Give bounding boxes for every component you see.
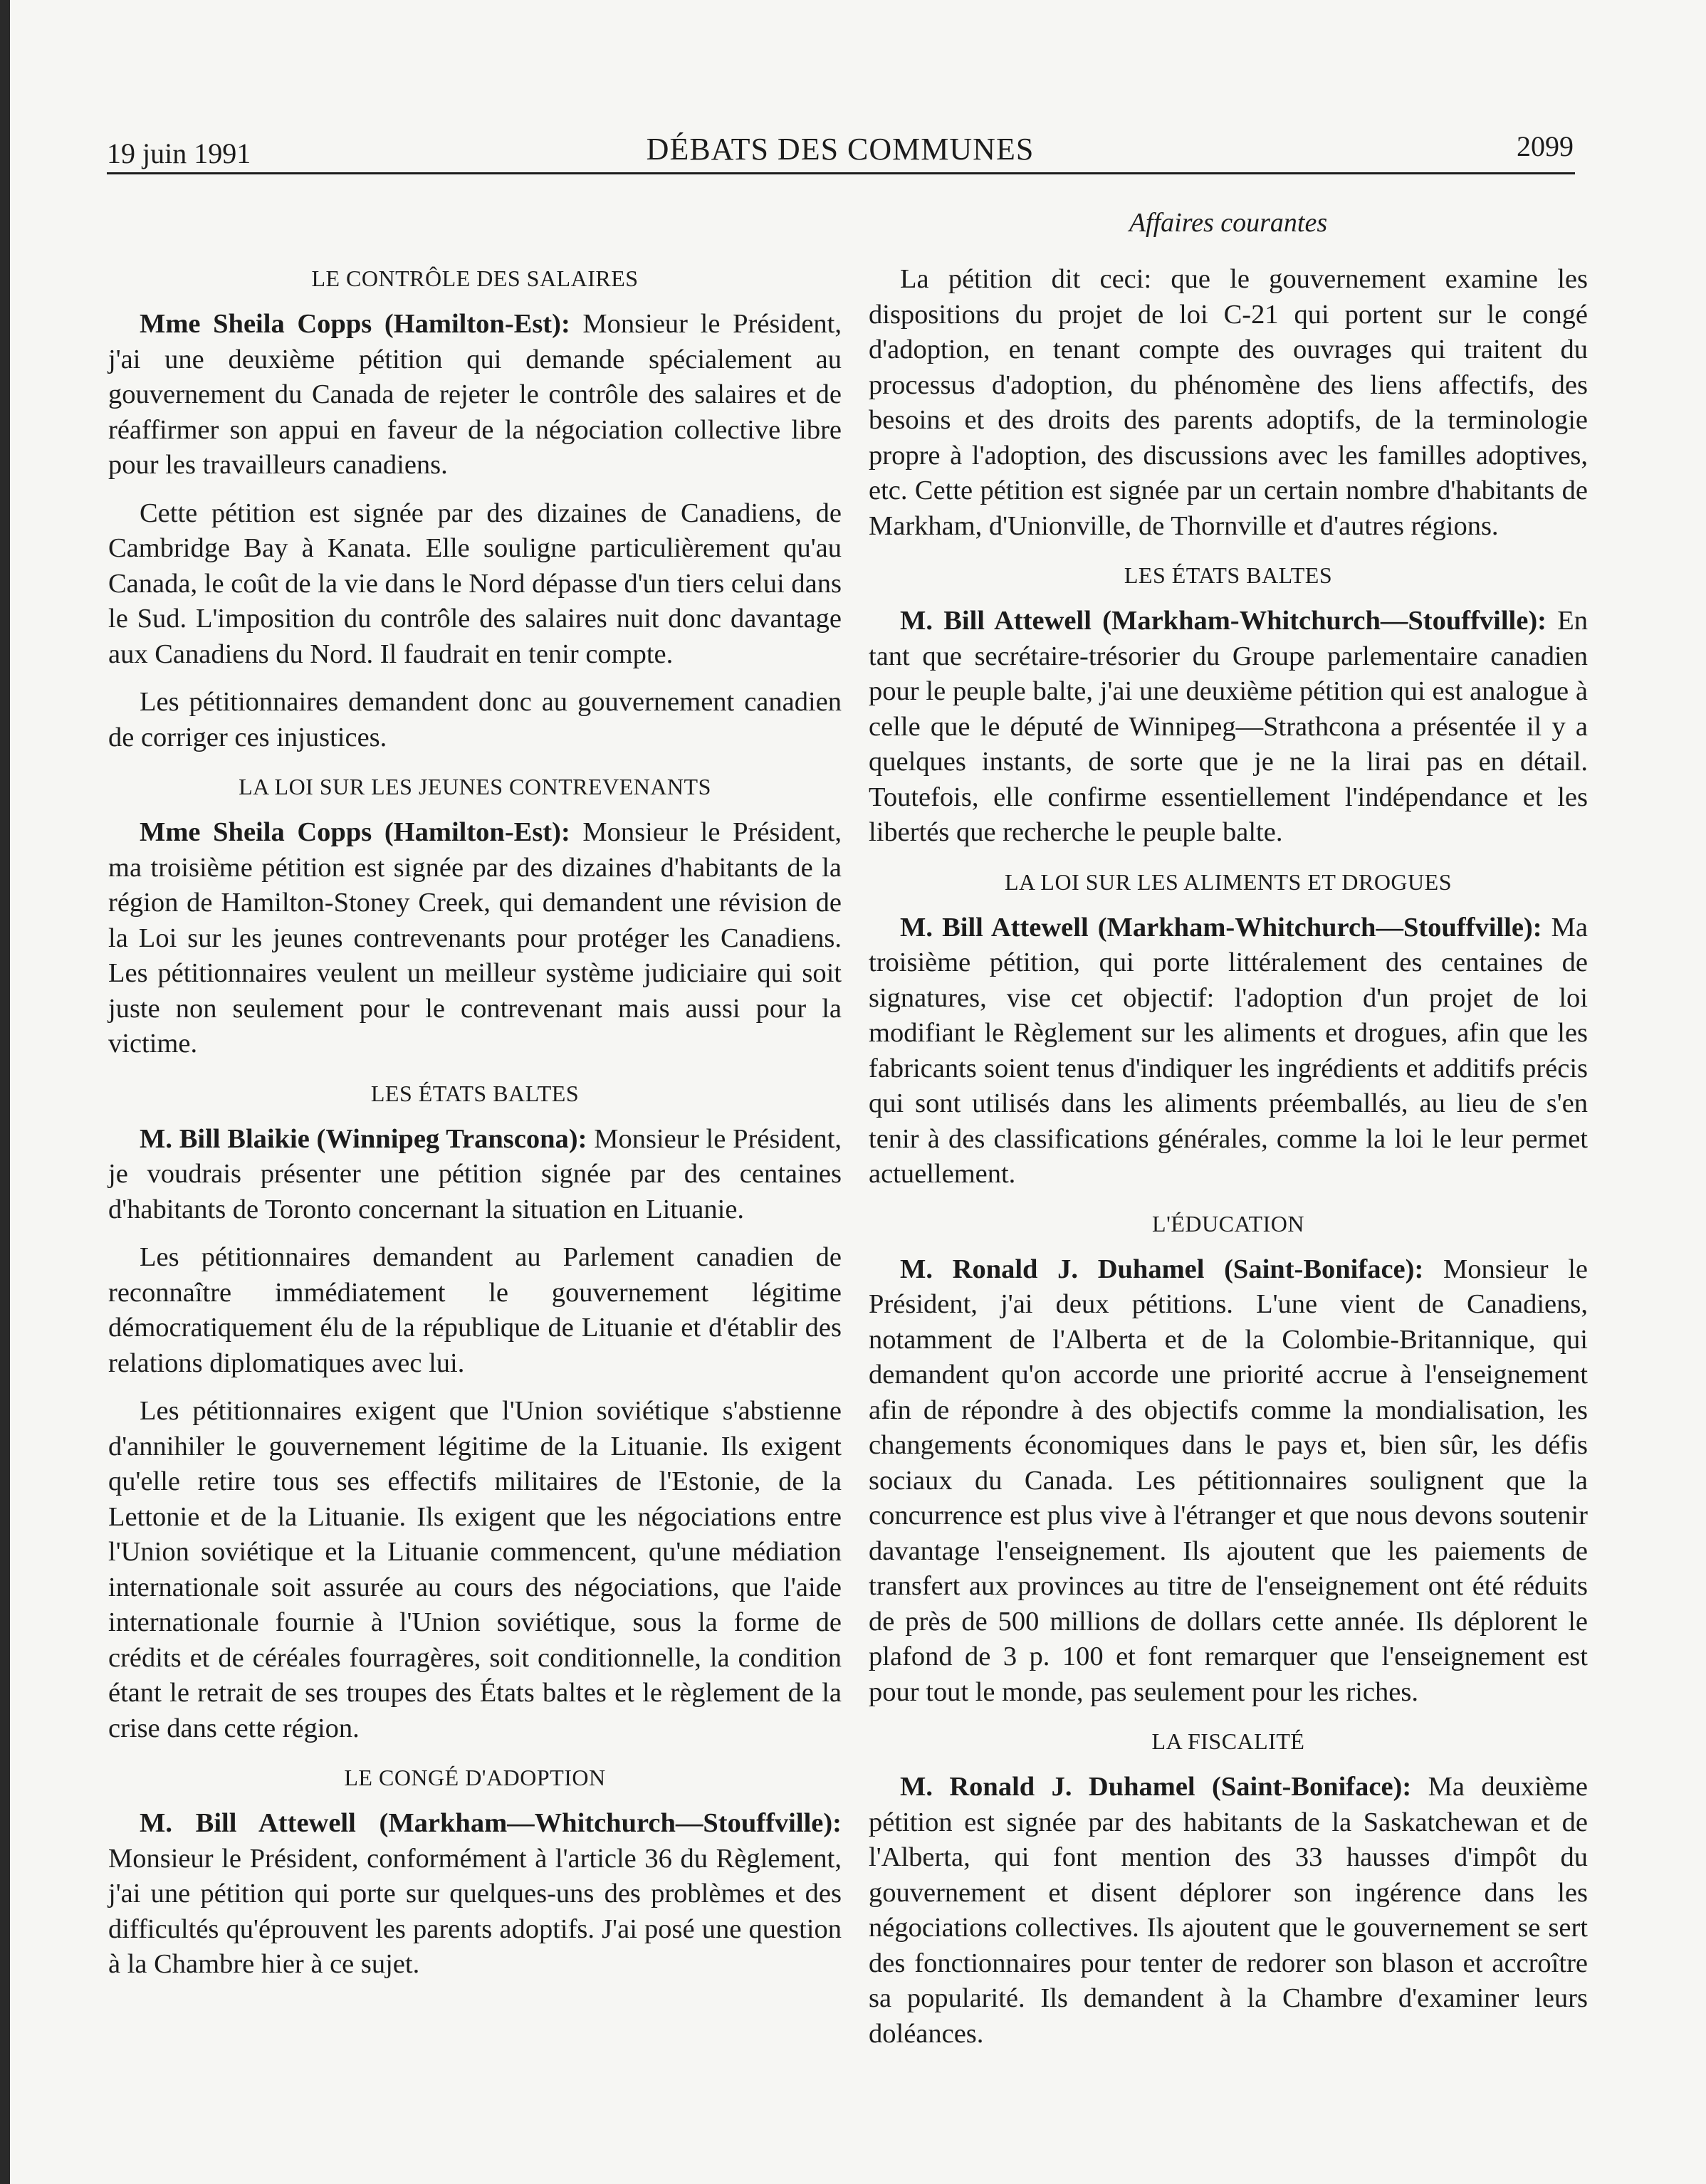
page-number: 2099 — [1517, 130, 1574, 162]
speaker-name: M. Bill Attewell (Markham-Whitchurch—Stouffville): — [900, 912, 1542, 943]
section-heading: LE CONTRÔLE DES SALAIRES — [311, 266, 639, 291]
page-header — [107, 128, 1574, 171]
scan-edge — [0, 0, 10, 2184]
paragraph — [869, 910, 1588, 1192]
paragraph — [869, 1252, 1588, 1711]
section-heading: LE CONGÉ D'ADOPTION — [344, 1765, 606, 1790]
paragraph — [869, 1770, 1588, 2052]
paragraph: Les pétitionnaires exigent que l'Union soviétique s'abstienne d'annihiler le gouvernement légitime de la Lituanie. Ils exigent qu'elle retire tous ses effectifs militaires de l'Estonie, de la Lettonie et de la Lituanie. Ils exigent que les négociations entre l'Union soviétique et la Lituanie commencent, qu'une médiation internationale soit assurée au cours des négociations, que l'aide internationale fournie à l'Union soviétique, sous la forme de crédits et de céréales fourragères, soit conditionnelle, la condition étant le retrait de ses troupes des États baltes et le règlement de la crise dans cette région. — [108, 1396, 842, 1743]
paragraph: La pétition dit ceci: que le gouvernement examine les dispositions du projet de loi C-21 qui portent sur le congé d'adoption, en tenant compte des ouvrages qui traitent du processus d'adoption, du phénomène des liens affectifs, des besoins et des droits des parents adoptifs, de la terminologie propre à l'adoption, des discussions avec les familles adoptives, etc. Cette pétition est signée par un certain nombre d'habitants de Markham, d'Unionville, de Thornville et d'autres régions. — [869, 264, 1588, 541]
section-heading: LA LOI SUR LES ALIMENTS ET DROGUES — [1005, 868, 1452, 895]
header-date: 19 juin 1991 — [107, 137, 251, 169]
section-heading: LA FISCALITÉ — [1151, 1728, 1305, 1754]
section-heading: LA LOI SUR LES JEUNES CONTREVENANTS — [239, 774, 711, 799]
speaker-name: M. Bill Attewell (Markham—Whitchurch—Stouffville): — [140, 1808, 842, 1838]
section-heading: LES ÉTATS BALTES — [370, 1080, 580, 1106]
left-column — [108, 253, 842, 1995]
paragraph — [108, 815, 842, 1062]
paragraph — [108, 1806, 842, 1983]
paragraph: Cette pétition est signée par des dizaines de Canadiens, de Cambridge Bay à Kanata. Elle souligne particulièrement qu'au Canada, le coût de la vie dans le Nord dépasse d'un tiers celui dans le Sud. L'imposition du contrôle des salaires nuit donc davantage aux Canadiens du Nord. Il faudrait en tenir compte. — [108, 498, 842, 669]
paragraph — [869, 604, 1588, 851]
speaker-name: M. Ronald J. Duhamel (Saint-Boniface): — [900, 1254, 1424, 1284]
section-heading: L'ÉDUCATION — [1152, 1210, 1304, 1237]
paragraph-text: Ma troisième pétition, qui porte littéralement des centaines de signatures, vise cet objectif: l'adoption d'un projet de loi modifiant le Règlement sur les aliments et drogues, afin que les fabricants soient tenus d'indiquer les ingrédients et additifs précis qui sont utilisés dans les aliments préemballés, au lieu de s'en tenir à des classifications générales, comme la loi le leur permet actuellement. — [869, 912, 1588, 1189]
paragraph-text: Monsieur le Président, j'ai deux pétitions. L'une vient de Canadiens, notamment de l'Alberta et de la Colombie-Britannique, qui demandent qu'on accorde une priorité accrue à l'enseignement afin de répondre à des objectifs comme la mondialisation, les changements économiques dans le pays et, bien sûr, les défis sociaux du Canada. Les pétitionnaires soulignent que la concurrence est plus vive à l'étranger et que nous devons soutenir davantage l'enseignement. Ils ajoutent que les paiements de transfert aux provinces au titre de l'enseignement ont été réduits de près de 500 millions de dollars cette année. Ils déplorent le plafond de 3 p. 100 et font remarquer que l'enseignement est pour tout le monde, pas seulement pour les riches. — [869, 1254, 1588, 1707]
paragraph-text: Monsieur le Président, conformément à l'article 36 du Règlement, j'ai une pétition qui porte sur quelques-uns des problèmes et des difficultés qu'éprouvent les parents adoptifs. J'ai posé une question à la Chambre hier à ce sujet. — [108, 1843, 842, 1979]
header-rule — [107, 172, 1575, 174]
speaker-name: M. Ronald J. Duhamel (Saint-Boniface): — [900, 1772, 1412, 1802]
header-title: DÉBATS DES COMMUNES — [646, 132, 1035, 167]
paragraph — [108, 1122, 842, 1228]
paragraph: Les pétitionnaires demandent au Parlement canadien de reconnaître immédiatement le gouvernement légitime démocratiquement élu de la république de Lituanie et d'établir des relations diplomatiques avec lui. — [108, 1242, 842, 1378]
paragraph-text: Monsieur le Président, ma troisième pétition est signée par des dizaines d'habitants de la région de Hamilton-Stoney Creek, qui demandent une révision de la Loi sur les jeunes contrevenants pour protéger les Canadiens. Les pétitionnaires veulent un meilleur système judiciaire qui soit juste non seulement pour le contrevenant mais aussi pour la victime. — [108, 817, 842, 1059]
speaker-name: Mme Sheila Copps (Hamilton-Est): — [140, 309, 570, 339]
speaker-name: Mme Sheila Copps (Hamilton-Est): — [140, 817, 570, 847]
paragraph-text: Monsieur le Président, j'ai une deuxième pétition qui demande spécialement au gouvernement du Canada de rejeter le contrôle des salaires et de réaffirmer son appui en faveur de la négociation collective libre pour les travailleurs canadiens. — [108, 309, 842, 480]
paragraph — [108, 307, 842, 483]
speaker-name: M. Bill Attewell (Markham-Whitchurch—Stouffville): — [900, 606, 1547, 636]
running-head: Affaires courantes — [1129, 208, 1328, 238]
speaker-name: M. Bill Blaikie (Winnipeg Transcona): — [140, 1123, 587, 1154]
section-heading: LES ÉTATS BALTES — [1124, 562, 1333, 588]
paragraph: Les pétitionnaires demandent donc au gouvernement canadien de corriger ces injustices. — [108, 687, 842, 752]
paragraph-text: Monsieur le Président, je voudrais présenter une pétition signée par des centaines d'habitants de Toronto concernant la situation en Lituanie. — [108, 1123, 842, 1224]
paragraph-text: Ma deuxième pétition est signée par des habitants de la Saskatchewan et de l'Alberta, qui font mention des 33 hausses d'impôt du gouvernement et disent déplorer son ingérence dans les négociations collectives. Ils ajoutent que le gouvernement se sert des fonctionnaires pour tenter de redorer son blason et accroître sa popularité. Ils demandent à la Chambre d'examiner leurs doléances. — [869, 1772, 1588, 2049]
right-column — [869, 262, 1588, 2064]
paragraph-text: En tant que secrétaire-trésorier du Groupe parlementaire canadien pour le peuple balte, j'ai une deuxième pétition qui est analogue à celle que le député de Winnipeg—Strathcona a présentée il y a quelques instants, de sorte que je ne la lirai pas en détail. Toutefois, elle confirme essentiellement l'indépendance et les libertés que recherche le peuple balte. — [869, 606, 1588, 847]
